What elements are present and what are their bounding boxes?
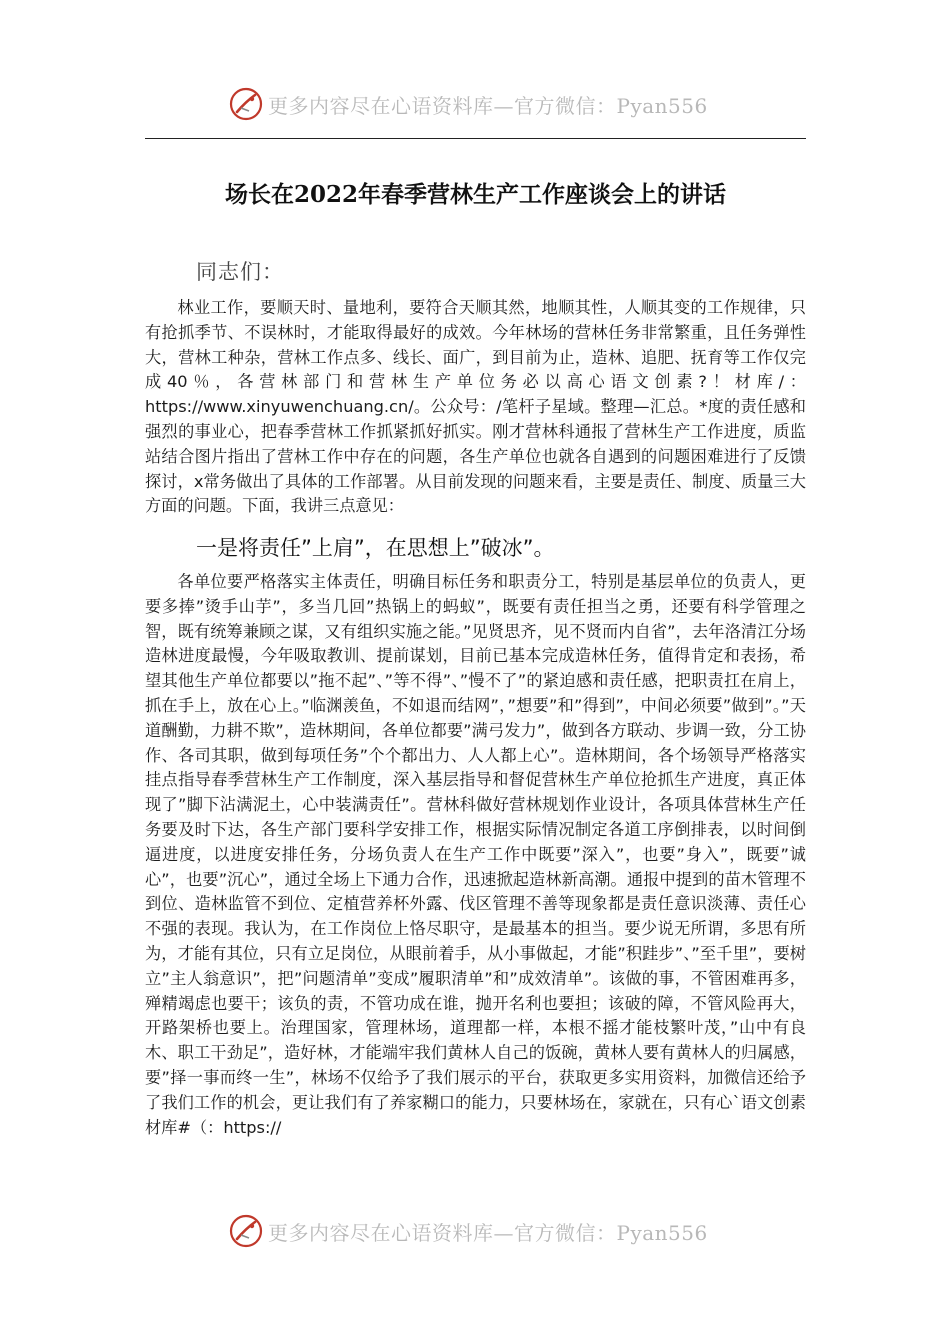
- body-paragraph-2: 各单位要严格落实主体责任，明确目标任务和职责分工，特别是基层单位的负责人，更要多捧”烫手山芋”，多当几回”热锅上的蚂蚁”，既要有责任担当之勇，还要有科学管理之智，既有统筹兼顾之谋，又有组织实施之能。”见贤思齐，见不贤而内自省”，去年洛清江分场造林进度最慢，今年吸取教训、提前谋划，目前已基本完成造林任务，值得肯定和表扬，希望其他生产单位都要以”拖不起”、”等不得”、”慢不了”的紧迫感和责任感，把职责扛在肩上，抓在手上，放在心上。”临渊羡鱼，不如退而结网”，”想要”和”得到”，中间必须要”做到”。”天道酬勤，力耕不欺”，造林期间，各单位都要”满弓发力”，做到各方联动、步调一致，分工协作、各司其职，做到每项任务”个个都出力、人人都上心”。造林期间，各个场领导严格落实挂点指导春季营林生产工作制度，深入基层指导和督促营林生产单位抢抓生产进度，真正体现了”脚下沾满泥土，心中装满责任”。营林科做好营林规划作业设计，各项具体营林生产任务要及时下达，各生产部门要科学安排工作，根据实际情况制定各道工序倒排表，以时间倒逼进度，以进度安排任务，分场负责人在生产工作中既要”深入”，也要”身入”，既要”诚心”，也要”沉心”，通过全场上下通力合作，迅速掀起造林新高潮。通报中提到的苗木管理不到位、造林监管不到位、定植营养杯外露、伐区管理不善等现象都是责任意识淡薄、责任心不强的表现。我认为，在工作岗位上恪尽职守，是最基本的担当。要少说无所谓，多思有所为，才能有其位，只有立足岗位，从眼前着手，从小事做起，才能”积跬步”、”至千里”，要树立”主人翁意识”，把”问题清单”变成”履职清单”和”成效清单”。该做的事，不管困难再多，殚精竭虑也要干；该负的责，不管功成在谁，抛开名利也要担；该破的障，不管风险再大，开路架桥也要上。治理国家，管理林场，道理都一样，本根不摇才能枝繁叶茂，”山中有良木、职工干劲足”，造好林，才能端牢我们黄林人自己的饭碗，黄林人要有黄林人的归属感，要”择一事而终一生”，林场不仅给予了我们展示的平台，获取更多实用资料，加微信还给予了我们工作的机会，更让我们有了养家糊口的能力，只要林场在，家就在，只有心`语文创素材库#（：https://: [145, 572, 806, 1137]
- body-paragraph-1: 林业工作，要顺天时、量地利，要符合天顺其然，地顺其性，人顺其变的工作规律，只有抢抓季节、不误林时，才能取得最好的成效。今年林场的营林任务非常繁重，且任务弹性大，营林工种杂，营林工作点多、线长、面广，到目前为止，造林、追肥、抚育等工作仅完成40％，各营林部门和营林生产单位务必以高心语文创素?！材库/：https://www.xinyuwenchuang.cn/。公众号：/笔杆子星域。整理—汇总。*度的责任感和强烈的事业心，把春季营林工作抓紧抓好抓实。刚才营林科通报了营林生产工作进度，质监站结合图片指出了营林工作中存在的问题，各生产单位也就各自遇到的问题困难进行了反馈探讨，x常务做出了具体的工作部署。从目前发现的问题来看，主要是责任、制度、质量三大方面的问题。下面，我讲三点意见：: [145, 298, 806, 516]
- watermark-header: [228, 84, 708, 124]
- library-logo-icon: [228, 86, 264, 122]
- section-heading-1: 一是将责任”上肩”，在思想上”破冰”。: [196, 536, 555, 560]
- salutation: 同志们：: [196, 260, 284, 284]
- page-title: 场长在2022年春季营林生产工作座谈会上的讲话: [224, 181, 726, 208]
- watermark-footer: [228, 1211, 708, 1251]
- watermark-text: 更多内容尽在心语资料库—官方微信：Pyan556: [268, 1220, 708, 1245]
- library-logo-icon: [228, 1213, 264, 1249]
- watermark-text: 更多内容尽在心语资料库—官方微信：Pyan556: [268, 93, 708, 118]
- header-divider: [145, 138, 806, 139]
